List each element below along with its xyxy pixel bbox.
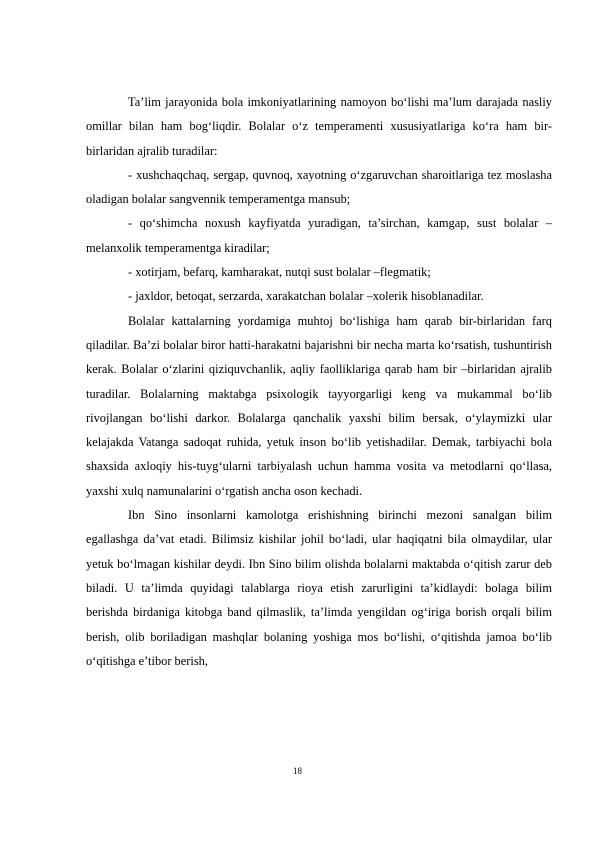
list-item-melancholic: - qo‘shimcha noxush kayfiyatda yuradigan, ta’sirchan, kamgap, sust bolalar – melanxolik temperamentga kiradilar; (86, 216, 552, 255)
paragraph-adult-help: Bolalar kattalarning yordamiga muhtoj bo‘lishiga ham qarab bir-birlaridan farq qiladilar. Ba’zi bolalar biror hatti-harakatni bajarishni bir necha marta ko‘rsatish, tushuntirish kerak. Bolalar o‘zlarini qiziquvchanlik, aqliy faolliklariga qarab ham bir –birlaridan ajralib turadilar. Bolalarning maktabga psixologik tayyorgarligi keng va mukammal bo‘lib rivojlangan bo‘lishi darkor. Bolalarga qanchalik yaxshi bilim bersak, o‘ylaymizki ular kelajakda Vatanga sadoqat ruhida, yetuk inson bo‘lib yetishadilar. Demak, tarbiyachi bola shaxsida axloqiy his-tuyg‘ularni tarbiyalash uchun hamma vosita va metodlarni qo‘llasa, yaxshi xulq namunalarini o‘rgatish ancha oson kechadi. (86, 313, 552, 498)
paragraph-intro: Ta’lim jarayonida bola imkoniyatlarining namoyon bo‘lishi ma’lum darajada nasliy omillar bilan ham bog‘liqdir. Bolalar o‘z temperamenti xususiyatlariga ko‘ra ham bir-birlaridan ajralib turadilar: (86, 95, 552, 158)
list-item-sanguine: - xushchaqchaq, sergap, quvnoq, xayotning o‘zgaruvchan sharoitlariga tez moslasha oladigan bolalar sangvennik temperamentga mansub; (86, 167, 552, 207)
body-text (86, 90, 552, 673)
list-item-choleric: - jaxldor, betoqat, serzarda, xarakatchan bolalar –xolerik hisoblanadilar. (128, 289, 484, 304)
page-number: 18 (293, 766, 302, 776)
list-item-phlegmatic: - xotirjam, befarq, kamharakat, nutqi sust bolalar –flegmatik; (128, 265, 431, 280)
paragraph-ibn-sino: Ibn Sino insonlarni kamolotga erishishning birinchi mezoni sanalgan bilim egallashga da’vat etadi. Bilimsiz kishilar johil bo‘ladi, ular haqiqatni bila olmaydilar, ular yetuk bo‘lmagan kishilar deydi. Ibn Sino bilim olishda bolalarni maktabda o‘qitish zarur deb biladi. U ta’limda quyidagi talablarga rioya etish zarurligini ta’kidlaydi: bolaga bilim berishda birdaniga kitobga band qilmaslik, ta’limda yengildan og‘iriga borish orqali bilim berish, olib boriladigan mashqlar bolaning yoshiga mos bo‘lishi, o‘qitishda jamoa bo‘lib o‘qitishga e’tibor berish, (86, 508, 552, 668)
